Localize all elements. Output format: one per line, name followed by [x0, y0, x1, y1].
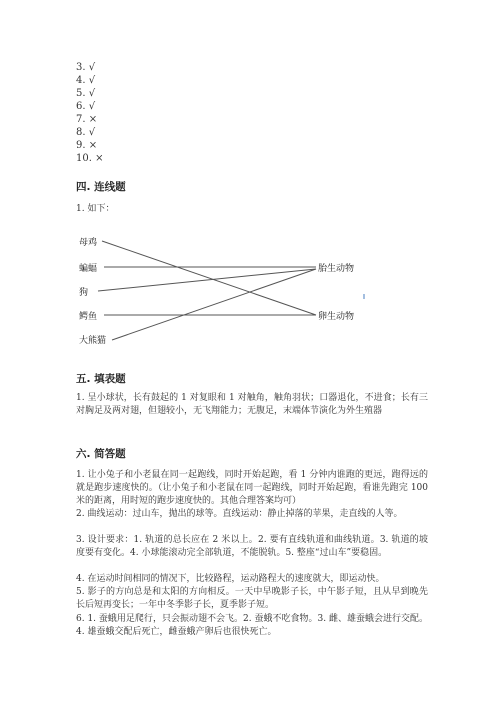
answer-item: 6. √: [76, 101, 96, 112]
answer-item: 8. √: [76, 127, 96, 138]
short-answer-3: 3. 设计要求：1. 轨道的总长应在 2 米以上。2. 要有直线轨道和曲线轨道。3. 轨道的坡度要有变化。4. 小球能滚动完全部轨道，不能脱轨。5. 整座“过山车”要稳固。: [76, 535, 428, 559]
short-answer-5: 5. 影子的方向总是和太阳的方向相反。一天中早晚影子长，中午影子短，且从早到晚先长后短再变长；一年中冬季影子长，夏季影子短。: [76, 587, 428, 611]
short-answer-6: 6. 1. 蚕蛾用足爬行，只会振动翅不会飞。2. 蚕蛾不吃食物。3. 雌、雄蚕蛾会进行交配。4. 雄蚕蛾交配后死亡，雌蚕蛾产卵后也很快死亡。: [76, 614, 428, 638]
left-item-hen: 母鸡: [79, 238, 98, 248]
answer-item: 4. √: [76, 75, 96, 86]
right-item-viviparous: 胎生动物: [318, 264, 355, 274]
short-answer-2: 2. 曲线运动：过山车，抛出的球等。直线运动：静止掉落的苹果，走直线的人等。: [76, 509, 403, 519]
answer-item: 10. ×: [76, 153, 104, 164]
section-title-fill-table: 五. 填表题: [76, 373, 126, 385]
answer-item: 7. ×: [76, 114, 98, 125]
matching-intro: 1. 如下：: [76, 204, 115, 214]
left-item-panda: 大熊猫: [79, 336, 107, 346]
line-hen-oviparous: [102, 241, 316, 315]
left-item-crocodile: 鳄鱼: [79, 312, 98, 322]
answer-item: 3. √: [76, 62, 96, 73]
section-title-matching: 四. 连线题: [76, 181, 126, 193]
answer-item: 5. √: [76, 88, 96, 99]
left-item-dog: 狗: [79, 288, 89, 298]
short-answer-1: 1. 让小兔子和小老鼠在同一起跑线，同时开始起跑，看 1 分钟内谁跑的更远，跑得远的就是跑步速度快的。（让小兔子和小老鼠在同一起跑线，同时开始起跑，看谁先跑完 100 米的距离，用时短的跑步速度快的。其他合理答案均可）: [76, 470, 428, 507]
answer-item: 9. ×: [76, 140, 98, 151]
left-item-bat: 蝙蝠: [79, 264, 98, 274]
right-item-oviparous: 卵生动物: [318, 312, 355, 322]
section-title-short-answer: 六. 简答题: [76, 448, 126, 460]
fill-table-answer: 1. 呈小球状，长有鼓起的 1 对复眼和 1 对触角，触角羽状；口器退化，不进食；长有三对胸足及两对翅，但翅较小，无飞翔能力；无腹足，末端体节演化为外生殖器: [76, 393, 428, 417]
short-answer-4: 4. 在运动时间相同的情况下，比较路程，运动路程大的速度就大，即运动快。: [76, 574, 385, 584]
